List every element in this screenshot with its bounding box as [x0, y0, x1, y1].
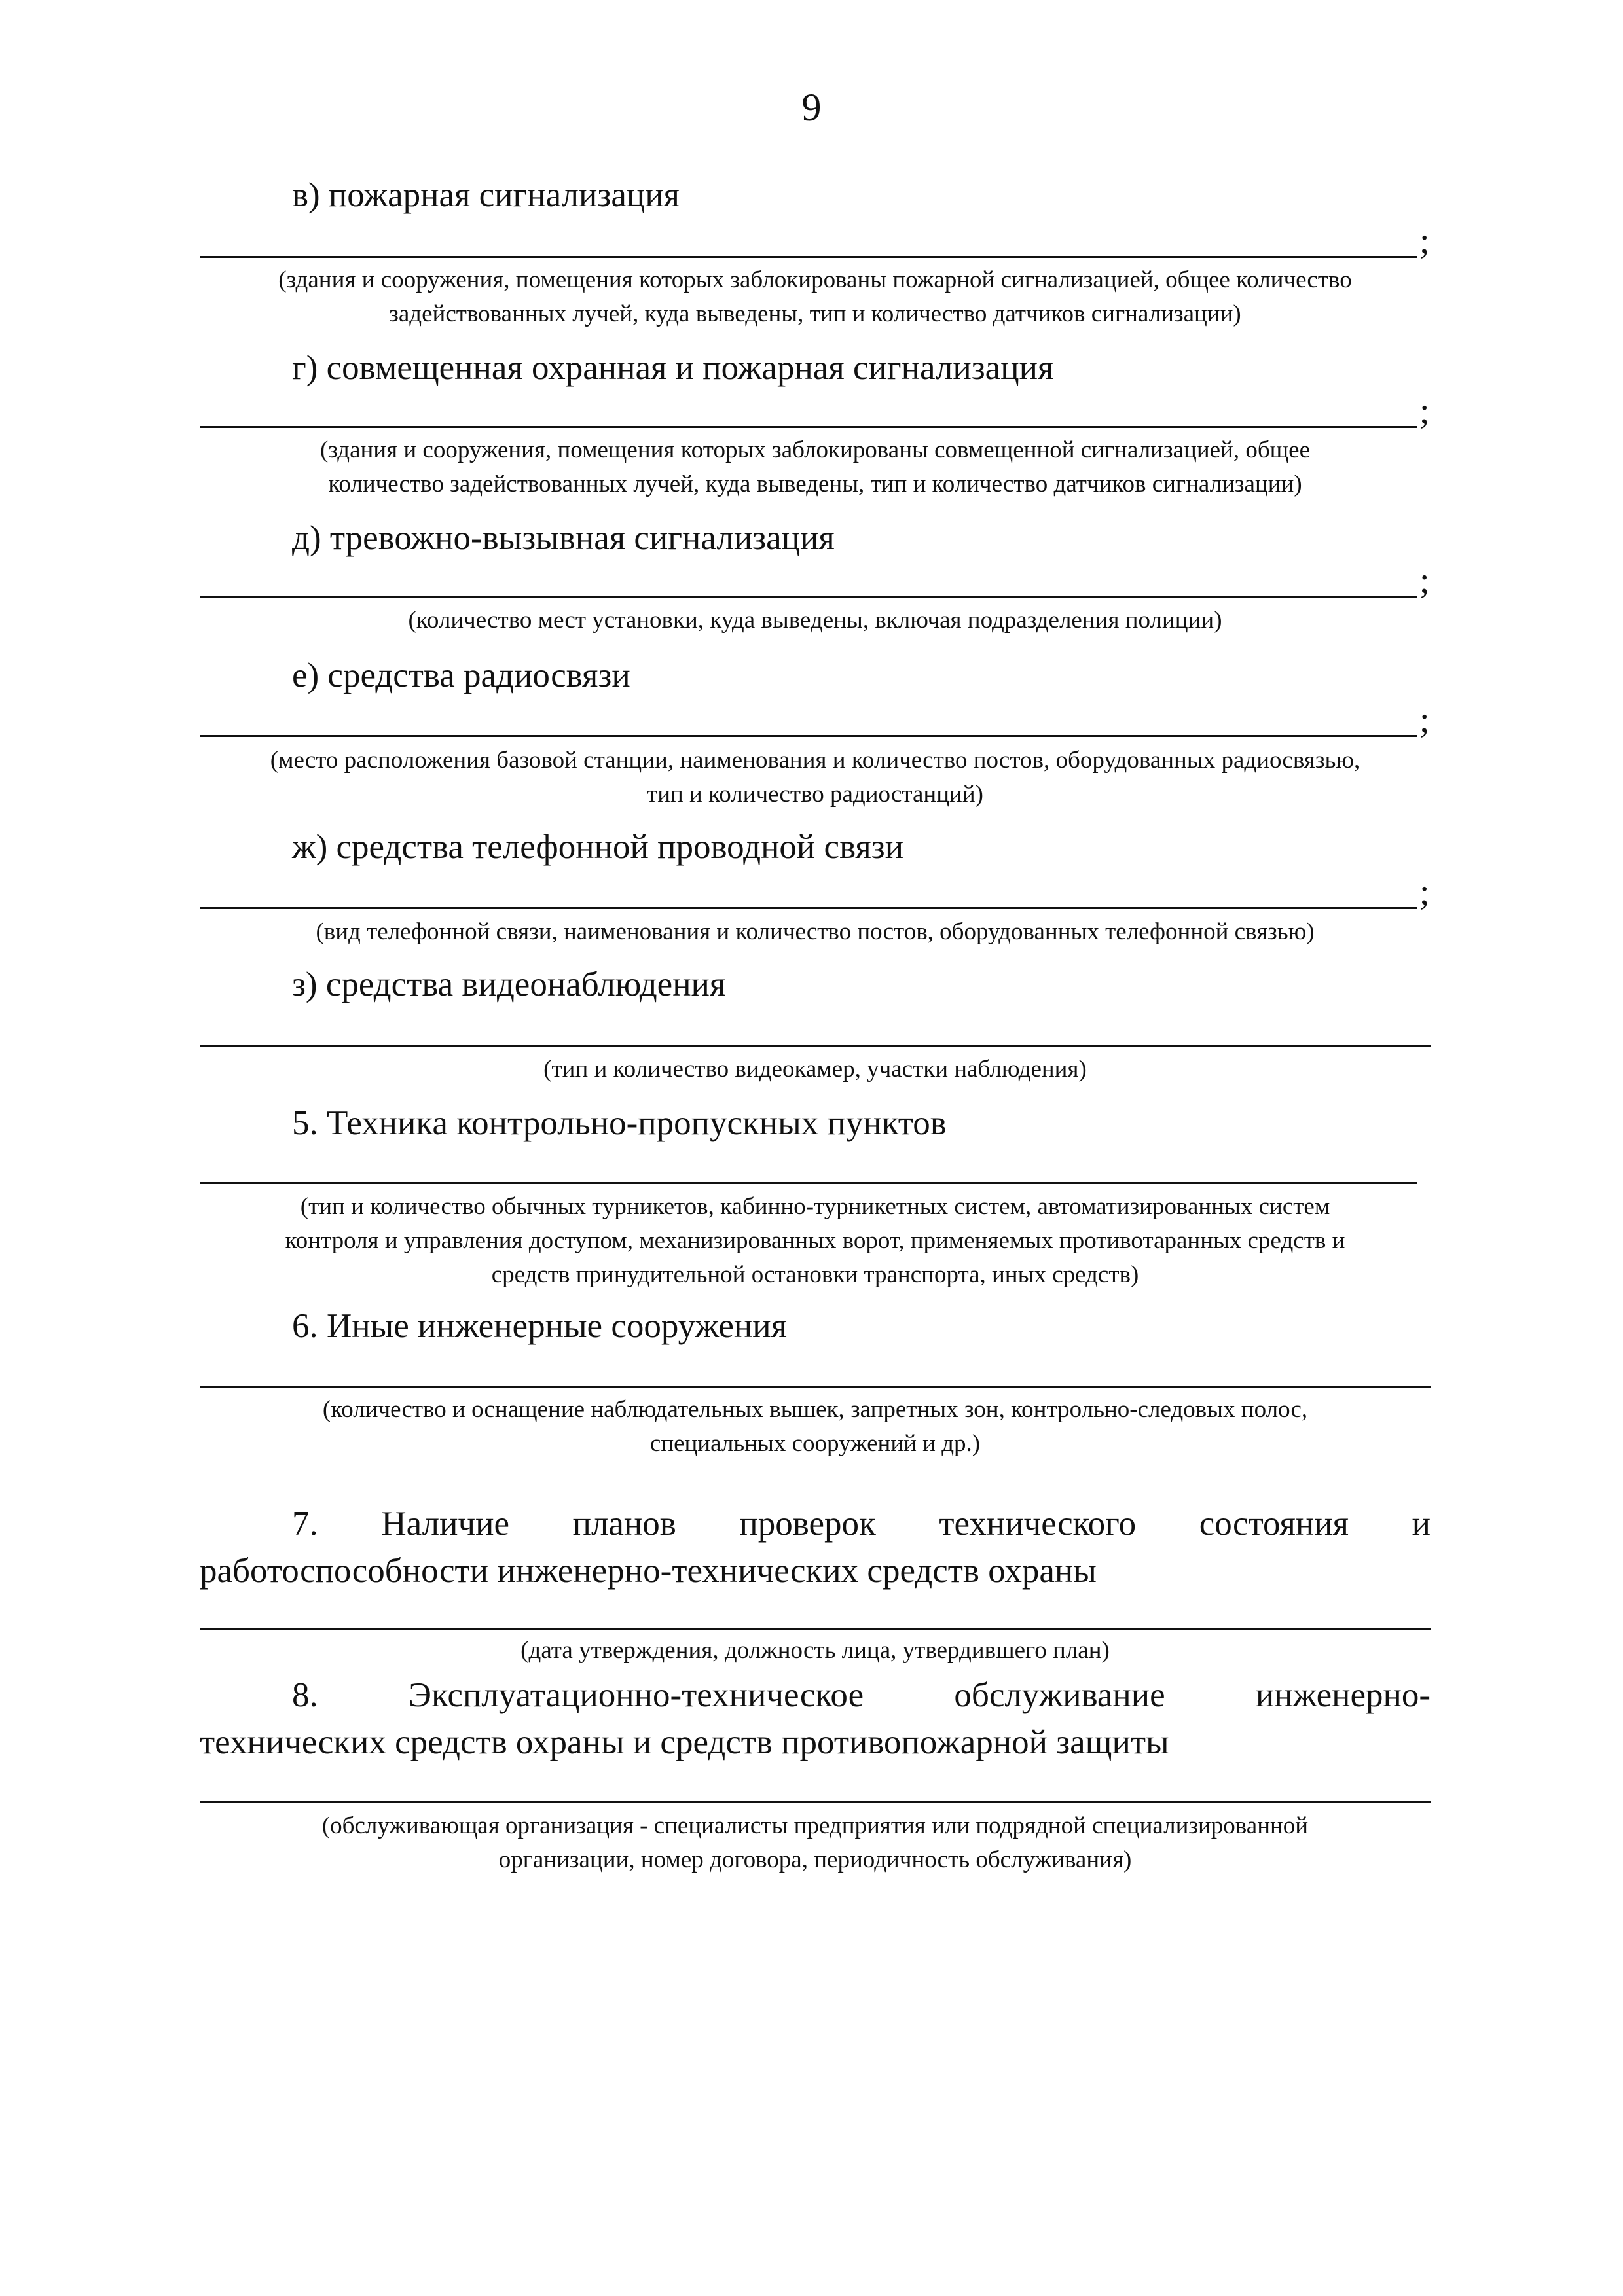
section-d-fill-line[interactable]: [200, 596, 1417, 598]
section-z-caption-line1: (тип и количество видеокамер, участки наблюдения): [543, 1056, 1087, 1083]
section-d-heading: д) тревожно-вызывная сигнализация: [292, 519, 835, 557]
section-v-caption-line2: задействованных лучей, куда выведены, тип и количество датчиков сигнализации): [389, 300, 1241, 327]
section-zh-caption-line1: (вид телефонной связи, наименования и количество постов, оборудованных телефонной связью): [316, 918, 1315, 945]
section-zh-heading: ж) средства телефонной проводной связи: [292, 828, 904, 866]
section-g-heading: г) совмещенная охранная и пожарная сигнализация: [292, 349, 1054, 387]
section-g-caption-line2: количество задействованных лучей, куда выведены, тип и количество датчиков сигнализации): [328, 471, 1302, 497]
section-g-semicolon: ;: [1419, 391, 1430, 431]
section-7-line2: работоспособности инженерно-технических средств охраны: [200, 1552, 1097, 1590]
section-5-caption-line2: контроля и управления доступом, механизированных ворот, применяемых противотаранных средств и: [285, 1227, 1345, 1254]
section-e-fill-line[interactable]: [200, 735, 1417, 737]
section-v-caption-line1: (здания и сооружения, помещения которых заблокированы пожарной сигнализацией, общее количество: [278, 266, 1352, 293]
section-z-heading: з) средства видеонаблюдения: [292, 965, 726, 1003]
section-g-fill-line[interactable]: [200, 426, 1417, 428]
section-8-line1: 8. Эксплуатационно-техническое обслуживание инженерно-: [292, 1676, 1431, 1714]
section-7-caption-line1: (дата утверждения, должность лица, утвердившего план): [520, 1637, 1110, 1664]
section-8-caption-line2: организации, номер договора, периодичность обслуживания): [498, 1846, 1132, 1873]
section-d-semicolon: ;: [1419, 560, 1430, 601]
section-e-heading: е) средства радиосвязи: [292, 656, 630, 694]
section-z-fill-line[interactable]: [200, 1045, 1431, 1047]
section-5-fill-line[interactable]: [200, 1182, 1417, 1184]
section-d-caption-line1: (количество мест установки, куда выведены, включая подразделения полиции): [408, 607, 1222, 634]
section-5-caption-line1: (тип и количество обычных турникетов, кабинно-турникетных систем, автоматизированных систем: [300, 1193, 1330, 1220]
section-v-fill-line[interactable]: [200, 256, 1417, 258]
section-8-caption-line1: (обслуживающая организация - специалисты предприятия или подрядной специализированной: [321, 1812, 1309, 1839]
section-6-caption-line1: (количество и оснащение наблюдательных вышек, запретных зон, контрольно-следовых полос,: [322, 1396, 1308, 1423]
section-v-semicolon: ;: [1419, 221, 1430, 261]
section-zh-fill-line[interactable]: [200, 907, 1417, 909]
section-e-caption-line2: тип и количество радиостанций): [647, 781, 983, 808]
section-6-caption-line2: специальных сооружений и др.): [649, 1430, 981, 1457]
section-8-fill-line[interactable]: [200, 1801, 1431, 1803]
section-g-caption-line1: (здания и сооружения, помещения которых заблокированы совмещенной сигнализацией, общее: [319, 437, 1310, 463]
section-6-fill-line[interactable]: [200, 1386, 1431, 1388]
section-zh-semicolon: ;: [1419, 872, 1430, 912]
section-6-heading: 6. Иные инженерные сооружения: [292, 1307, 788, 1345]
section-5-heading: 5. Техника контрольно-пропускных пунктов: [292, 1104, 947, 1142]
section-5-caption-line3: средств принудительной остановки транспорта, иных средств): [491, 1261, 1139, 1288]
section-8-line2: технических средств охраны и средств противопожарной защиты: [200, 1723, 1169, 1761]
section-v-heading: в) пожарная сигнализация: [292, 176, 680, 214]
section-e-caption-line1: (место расположения базовой станции, наименования и количество постов, оборудованных радиосвязью,: [270, 747, 1360, 774]
page-number: 9: [801, 86, 822, 129]
section-e-semicolon: ;: [1419, 700, 1430, 740]
section-7-line1: 7. Наличие планов проверок технического состояния и: [292, 1505, 1431, 1543]
section-7-fill-line[interactable]: [200, 1628, 1431, 1630]
